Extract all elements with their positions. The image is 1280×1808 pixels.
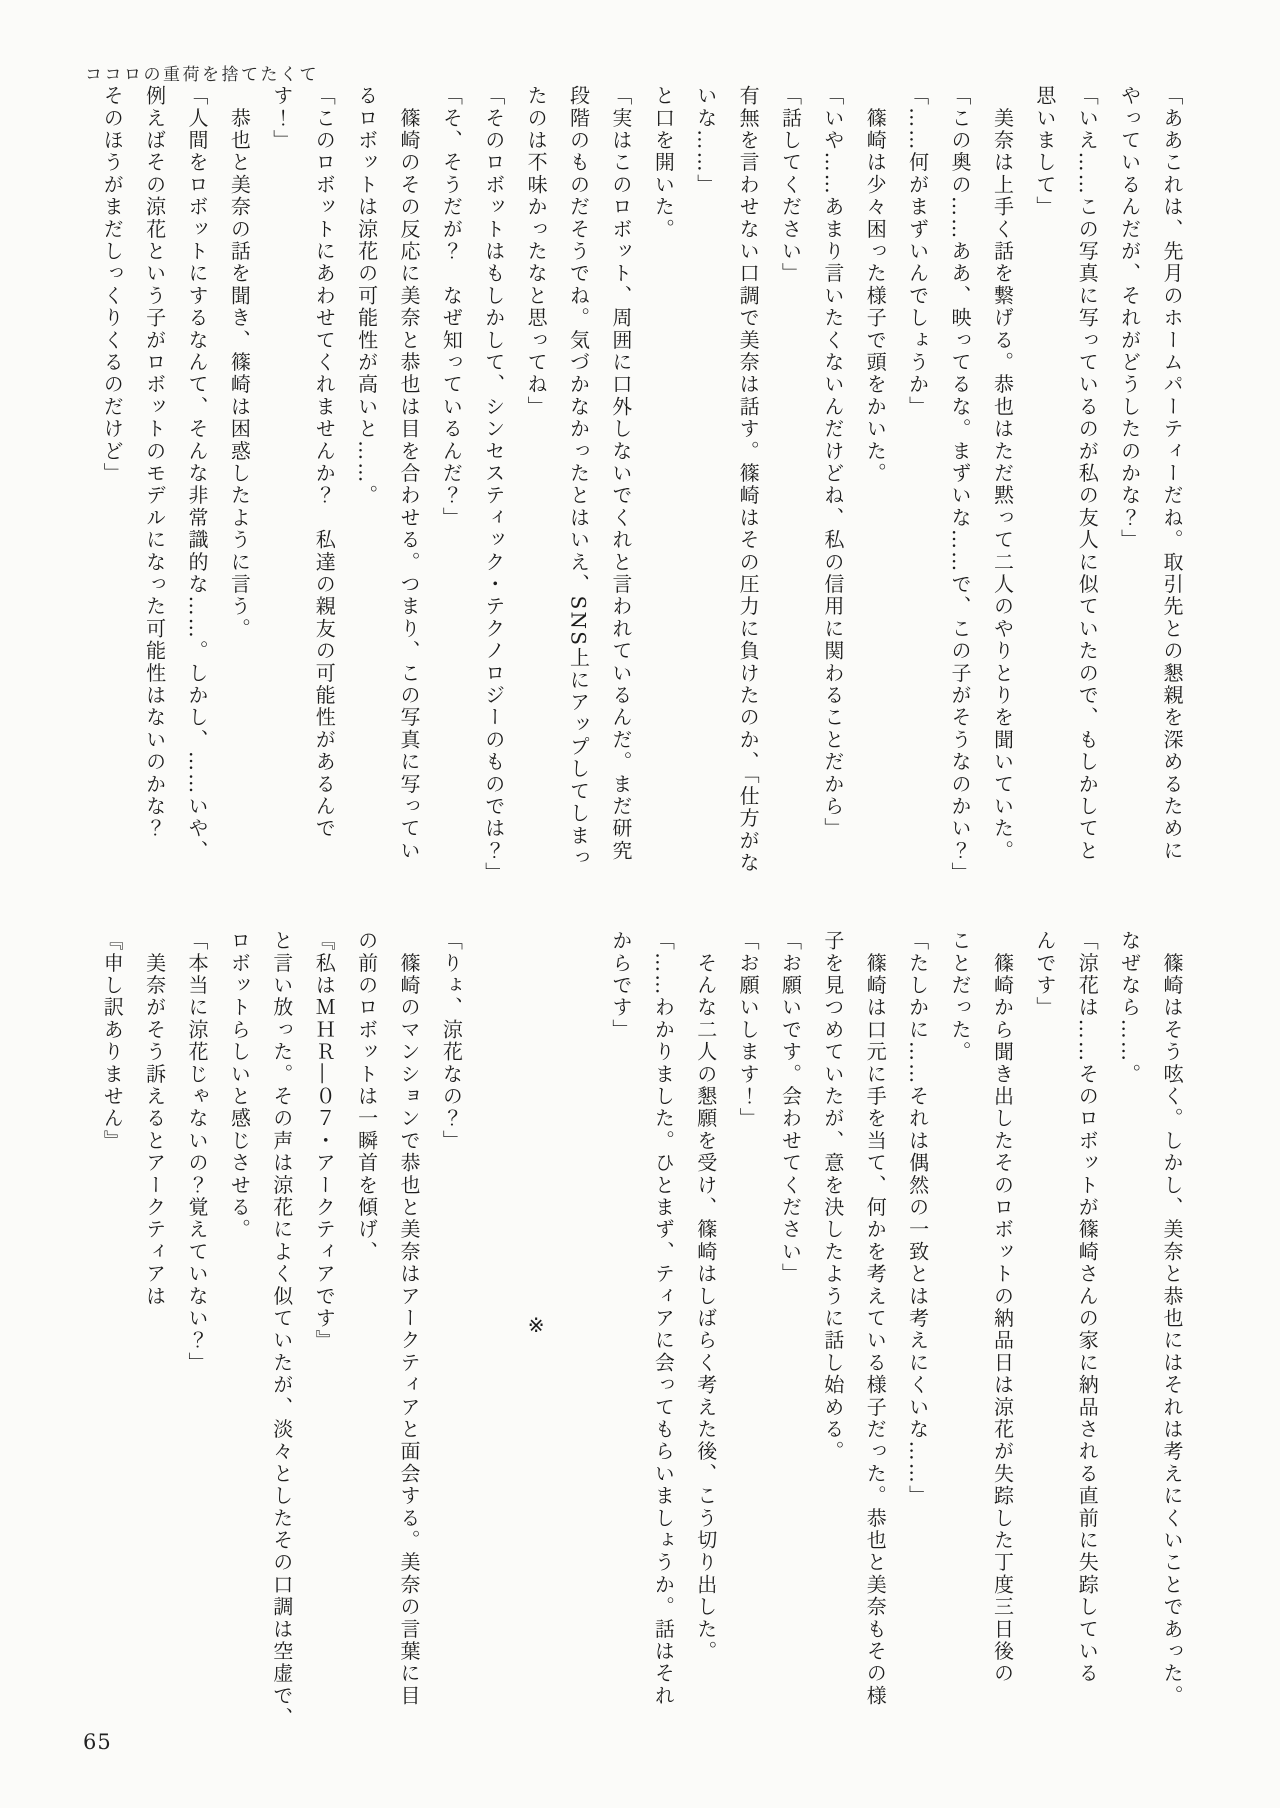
text-line: 「いえ……この写真に写っているのが私の友人に似ていたので、もしかしてと: [1075, 85, 1100, 862]
text-line: 「本当に涼花じゃないの？覚えていない？」: [185, 930, 210, 1374]
text-line: ことだった。: [948, 930, 973, 1064]
text-line: 『申し訳ありません』: [100, 930, 125, 1152]
text-line: [557, 930, 599, 1722]
text-line: ロボットらしいと感じさせる。: [227, 930, 252, 1241]
text-line: 篠崎は少々困った様子で頭をかいた。: [863, 85, 888, 485]
text-line: 「話してください」: [778, 85, 803, 285]
text-line: 子を見つめていたが、意を決したように話し始める。: [820, 930, 845, 1463]
text-line: 「ああこれは、先月のホームパーティーだね。取引先との懇親を深めるために: [1160, 85, 1184, 862]
text-line: なぜなら……。: [1117, 930, 1142, 1086]
text-line: 篠崎は口元に手を当て、何かを考えている様子だった。恭也と美奈もその様: [863, 930, 888, 1707]
text-line: そんな二人の懇願を受け、篠崎はしばらく考えた後、こう切り出した。: [693, 930, 718, 1663]
text-line: 「たしかに……それは偶然の一致とは考えにくいな……」: [905, 930, 930, 1508]
text-line: いな……」: [693, 85, 718, 196]
lower-text-block: [89, 930, 1193, 1730]
text-line: 「お願いします！」: [736, 930, 761, 1130]
text-line: 「この奥の……ああ、映ってるな。まずいな……で、この子がそうなのかい？」: [948, 85, 973, 885]
text-line: 篠崎のマンションで恭也と美奈はアークティアと面会する。美奈の言葉に目: [396, 930, 421, 1707]
text-line: 篠崎はそう呟く。しかし、美奈と恭也にはそれは考えにくいことであった。: [1160, 930, 1184, 1707]
text-line: たのは不味かったなと思ってね」: [524, 85, 549, 418]
text-line: の前のロボットは一瞬首を傾げ、: [354, 930, 379, 1263]
text-line: 「そのロボットはもしかして、シンセスティック・テクノロジーのものでは？」: [481, 85, 506, 885]
text-line: 思いまして」: [1032, 85, 1057, 219]
text-line: 有無を言わせない口調で美奈は話す。篠崎はその圧力に負けたのか、「仕方がな: [736, 85, 761, 875]
text-line: 篠崎から聞き出したそのロボットの納品日は涼花が失踪した丁度三日後の: [990, 930, 1015, 1685]
running-header: ココロの重荷を捨てたくて: [85, 65, 319, 85]
text-line: 篠崎のその反応に美奈と恭也は目を合わせる。つまり、この写真に写ってい: [396, 85, 421, 862]
text-line: と言い放った。その声は涼花によく似ていたが、淡々としたその口調は空虚で、: [269, 930, 294, 1730]
text-line: んです」: [1032, 930, 1057, 1019]
text-line: 「りょ、涼花なの？」: [439, 930, 464, 1152]
text-line: 段階のものだそうでね。気づかなかったとはいえ、SNS上にアップしてしまっ: [566, 85, 591, 870]
text-line: [472, 930, 514, 1722]
text-line: 『私はＭＨＲ―０７・アークティアです』: [312, 930, 337, 1352]
text-line: るロボットは涼花の可能性が高いと……。: [354, 85, 379, 507]
text-line: からです」: [608, 930, 633, 1041]
text-line: す！」: [269, 85, 294, 152]
text-line: 「……何がまずいんでしょうか」: [905, 85, 930, 418]
text-line: そのほうがまだしっくりくるのだけど」: [100, 85, 125, 485]
upper-text-block: [89, 85, 1193, 885]
text-line: 「……わかりました。ひとまず、ティアに会ってもらいましょうか。話はそれ: [651, 930, 676, 1707]
text-line: 「お願いです。会わせてください」: [778, 930, 803, 1286]
text-line: 「人間をロボットにするなんて、そんな非常識的な……。しかし、……いや、: [185, 85, 210, 862]
page-number: 65: [83, 1730, 112, 1754]
text-line: 美奈がそう訴えるとアークティアは: [142, 930, 167, 1308]
text-line: 「いや……あまり言いたくないんだけどね、私の信用に関わることだから」: [820, 85, 845, 840]
text-line: 「涼花は……そのロボットが篠崎さんの家に納品される直前に失踪している: [1075, 930, 1100, 1685]
text-line: 美奈は上手く話を繋げる。恭也はただ黙って二人のやりとりを聞いていた。: [990, 85, 1015, 862]
text-line: 「実はこのロボット、周囲に口外しないでくれと言われているんだ。まだ研究: [608, 85, 633, 862]
scene-break-line: ※: [524, 1312, 549, 1340]
text-line: 「このロボットにあわせてくれませんか？ 私達の親友の可能性があるんで: [312, 85, 337, 840]
text-line: と口を開いた。: [651, 85, 676, 241]
text-line: やっているんだが、それがどうしたのかな？」: [1117, 85, 1142, 552]
text-line: 「そ、そうだが？ なぜ知っているんだ？」: [439, 85, 464, 529]
text-line: 例えばその涼花という子がロボットのモデルになった可能性はないのかな？: [142, 85, 167, 840]
text-line: 恭也と美奈の話を聞き、篠崎は困惑したように言う。: [227, 85, 252, 640]
